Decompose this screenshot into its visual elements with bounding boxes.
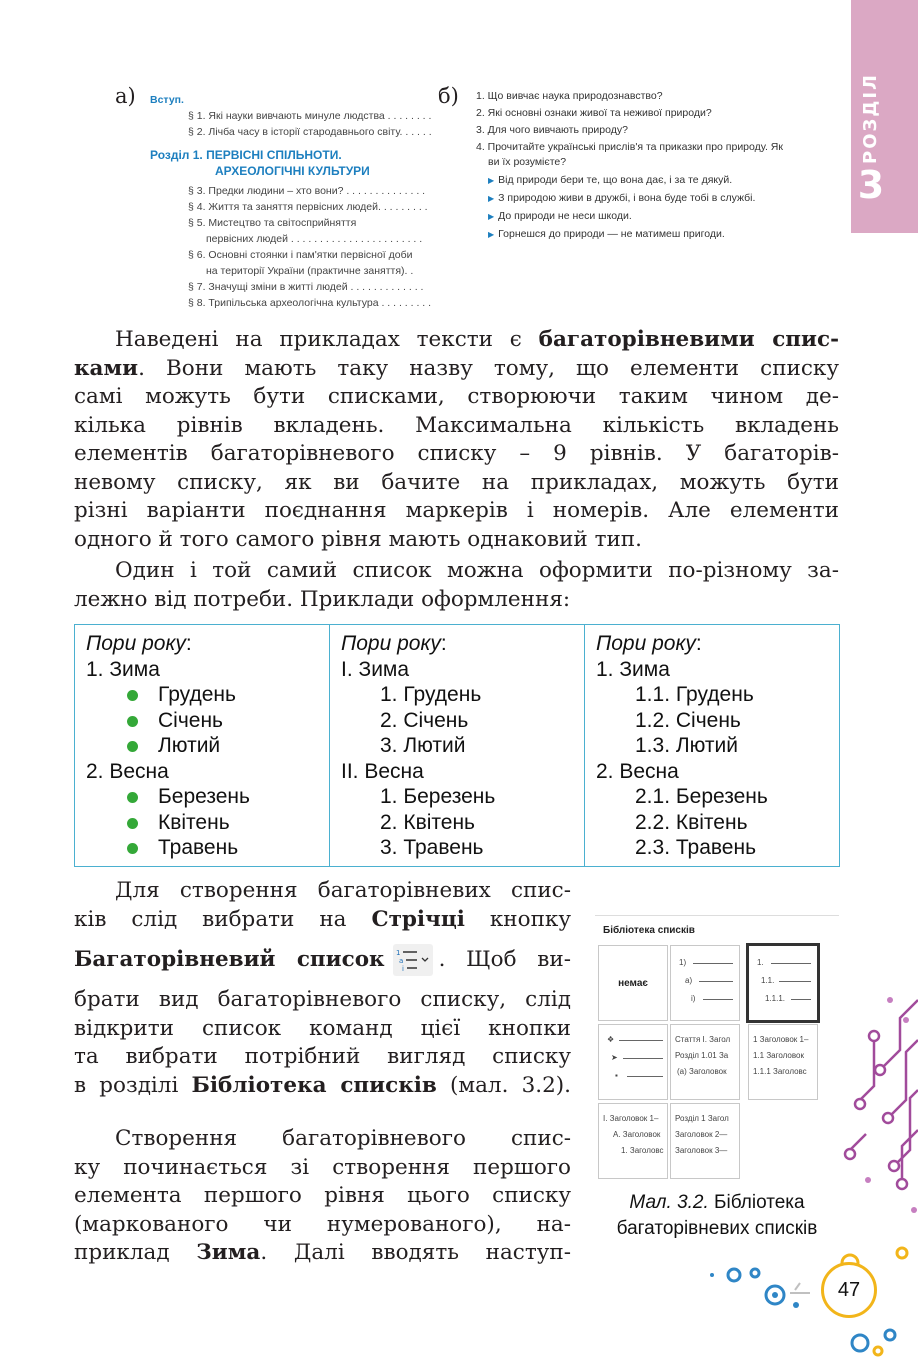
text-line: брати вид багаторівневого списку, слід <box>74 987 571 1012</box>
level2-item: Травень <box>158 836 239 859</box>
level2-item: 1.1. Грудень <box>635 683 754 706</box>
line-rule <box>771 963 811 964</box>
green-bullet-icon <box>127 818 138 829</box>
proverb-text: З природою живи в дружбі, і вона буде тобі в службі. <box>498 192 756 204</box>
level1-item: I. Зима <box>341 658 410 681</box>
paragraph-formatting-examples <box>74 557 839 614</box>
bold-term: Зима <box>196 1240 261 1265</box>
list-style-line: 1.1. <box>761 976 775 985</box>
list-style-line: 1. <box>757 958 764 967</box>
list-style-line: 1.1 Заголовок <box>753 1051 804 1060</box>
level1-item: 2. Весна <box>596 760 679 783</box>
divider <box>595 915 839 916</box>
list-style-line: I. Заголовок 1– <box>603 1114 659 1123</box>
column-title <box>86 632 192 656</box>
triangle-bullet-icon: ▶ <box>488 230 495 239</box>
multilevel-list-icon <box>393 944 433 976</box>
list-style-line: Заголовок 3— <box>675 1146 728 1155</box>
text-line: невому списку, як ви бачите на прикладах, можуть бути <box>74 469 839 495</box>
column-title-colon: : <box>695 632 702 655</box>
list-style-line: a) <box>685 976 693 985</box>
gears-decoration-icon <box>700 1235 918 1360</box>
table-column-decimal <box>584 625 839 866</box>
question-line: ви їх розумієте? <box>488 156 567 168</box>
svg-text:a: a <box>398 957 403 965</box>
level2-item: 1.2. Січень <box>635 709 741 732</box>
list-style-line: A. Заголовок <box>613 1130 661 1139</box>
column-title-text: Пори року <box>341 632 441 655</box>
square-bullet-icon: ▪ <box>615 1071 618 1080</box>
example-b-letter: б) <box>438 84 459 108</box>
paragraph-creating-list <box>74 1125 571 1268</box>
diamond-bullet-icon: ❖ <box>607 1035 615 1044</box>
bold-term: Бібліотека списків <box>191 1072 437 1098</box>
list-library-title: Бібліотека списків <box>603 925 695 936</box>
chapter-tab-label: РОЗДІЛ <box>859 72 881 164</box>
level2-item: Лютий <box>158 734 221 757</box>
text-run: . Щоб ви- <box>438 947 571 972</box>
level2-item: 3. Травень <box>380 836 484 859</box>
column-title-text: Пори року <box>86 632 186 655</box>
question-line: 4. Прочитайте українські прислів'я та приказки про природу. Як <box>476 141 783 153</box>
text-line: Для створення багаторівневих спис- <box>115 878 571 903</box>
list-style-line: Стаття I. Загол <box>675 1035 731 1044</box>
list-style-line: 1 Заголовок 1– <box>753 1035 809 1044</box>
chapter-number: 3 <box>857 163 885 207</box>
level1-item: 1. Зима <box>86 658 160 681</box>
text-line: відкрити список команд цієї кнопки <box>74 1015 571 1041</box>
toc-line: § 5. Мистецтво та світосприйняття <box>188 217 357 229</box>
level2-item: 2. Квітень <box>380 811 476 834</box>
list-style-line: Розділ 1.01 За <box>675 1051 729 1060</box>
level2-item: Квітень <box>158 811 230 834</box>
triangle-bullet-icon: ▶ <box>488 194 495 203</box>
question-line: 1. Що вивчає наука природознавство? <box>476 90 663 102</box>
text-line <box>74 355 839 384</box>
line-rule <box>703 999 733 1000</box>
text-run: . Вони мають таку назву тому, що елементи списку <box>138 355 839 381</box>
column-title-text: Пори року <box>596 632 696 655</box>
text-line: елемента першого рівня цього списку <box>74 1183 571 1208</box>
column-title <box>596 632 702 656</box>
list-style-none[interactable] <box>598 945 668 1021</box>
text-line: різні варіанти поєднання маркерів і номерів. Але елементи <box>74 498 839 523</box>
column-title-colon: : <box>440 632 447 655</box>
proverb-item <box>488 210 632 222</box>
triangle-bullet-icon: ▶ <box>488 212 495 221</box>
level2-item: Березень <box>158 785 250 808</box>
level2-item: 3. Лютий <box>380 734 466 757</box>
question-line: 2. Які основні ознаки живої та неживої природи? <box>476 107 712 119</box>
green-bullet-icon <box>127 792 138 803</box>
line-rule <box>619 1040 663 1041</box>
level2-item: 1. Березень <box>380 785 496 808</box>
toc-line: Розділ 1. ПЕРВІСНІ СПІЛЬНОТИ. <box>150 148 342 162</box>
line-rule <box>791 999 811 1000</box>
caption-label: Мал. 3.2. <box>629 1192 709 1213</box>
list-style-heading-decimal[interactable] <box>748 1024 818 1100</box>
level1-item: II. Весна <box>341 760 424 783</box>
list-style-line: 1) <box>679 958 687 967</box>
list-style-bullets[interactable] <box>598 1024 668 1100</box>
level1-item: 2. Весна <box>86 760 169 783</box>
line-rule <box>623 1058 663 1059</box>
text-line: (маркованого чи нумерованого), на- <box>74 1211 571 1237</box>
text-line: та вибрати потрібний вигляд списку <box>74 1044 571 1069</box>
bold-term: ками <box>74 355 139 381</box>
bold-term: Стрічці <box>371 906 465 932</box>
level2-item: 1.3. Лютий <box>635 734 739 757</box>
list-style-heading-roman[interactable] <box>598 1103 668 1179</box>
level2-item: 2.3. Травень <box>635 836 757 859</box>
table-column-roman <box>329 625 584 866</box>
toc-line: § 1. Які науки вивчають минуле людства . . . . . . . . <box>188 110 432 122</box>
list-library-figure <box>595 915 839 1177</box>
text-line <box>74 326 839 355</box>
list-style-line: 1. Заголовс <box>621 1146 664 1155</box>
column-title-colon: : <box>185 632 192 655</box>
green-bullet-icon <box>127 690 138 701</box>
list-style-chapter[interactable] <box>670 1103 740 1179</box>
toc-line: АРХЕОЛОГІЧНІ КУЛЬТУРИ <box>215 164 370 178</box>
toc-line: Вступ. <box>150 94 184 106</box>
level2-item: 2. Січень <box>380 709 469 732</box>
text-run: Наведені на прикладах тексти є <box>115 327 539 352</box>
text-line: Один і той самий список можна оформити по-різному за- <box>115 558 839 583</box>
proverb-item <box>488 228 725 240</box>
list-style-line: Заголовок 2— <box>675 1130 728 1139</box>
toc-line: § 4. Життя та заняття первісних людей. . . . . . . . . <box>188 201 428 213</box>
toc-line: § 8. Трипільська археологічна культура . . . . . . . . . <box>188 297 432 309</box>
text-run: (мал. 3.2). <box>436 1072 571 1098</box>
list-style-article[interactable] <box>670 1024 740 1100</box>
toc-line: § 2. Лічба часу в історії стародавнього світу. . . . . . <box>188 126 432 138</box>
text-line: одного й того самого рівня мають однаковий тип. <box>74 526 642 552</box>
toc-line: § 7. Значущі зміни в житті людей . . . . . . . . . . . . . <box>188 281 424 293</box>
list-style-line: (a) Заголовок <box>677 1067 727 1076</box>
list-examples-table <box>74 624 840 867</box>
paragraph-multilevel-button <box>74 877 571 1100</box>
green-bullet-icon <box>127 843 138 854</box>
chapter-tab <box>851 0 918 233</box>
text-run: ків слід вибрати на <box>74 906 372 932</box>
level2-item: 1. Грудень <box>380 683 482 706</box>
list-style-line: 1.1.1. <box>765 994 786 1003</box>
question-line: 3. Для чого вивчають природу? <box>476 124 628 136</box>
list-style-decimal[interactable] <box>746 943 820 1023</box>
line-rule <box>779 981 811 982</box>
text-line: кілька рівнів вкладень. Максимальна кількість вкладень <box>74 412 839 438</box>
toc-line: § 3. Предки людини – хто вони? . . . . . . . . . . . . . . <box>188 185 426 197</box>
text-run: в розділі <box>74 1072 192 1098</box>
green-bullet-icon <box>127 741 138 752</box>
level2-item: 2.1. Березень <box>635 785 768 808</box>
list-style-line: Розділ 1 Загол <box>675 1114 729 1123</box>
text-line <box>74 906 571 935</box>
proverb-text: Від природи бери те, що вона дає, і за те дякуй. <box>498 174 733 186</box>
bold-term: багаторівневими спис- <box>538 327 839 352</box>
text-line <box>74 1239 571 1268</box>
caption-text: багаторівневих списків <box>616 1218 818 1239</box>
chapter-tab-label-wrap <box>855 72 885 164</box>
toc-line: § 6. Основні стоянки і пам'ятки первісної доби <box>188 249 413 261</box>
text-line: Створення багаторівневого спис- <box>115 1126 571 1151</box>
svg-text:i: i <box>401 965 404 973</box>
text-line: лежно від потреби. Приклади оформлення: <box>74 586 571 612</box>
svg-text:1: 1 <box>395 949 401 957</box>
text-line: елементів багаторівневого списку – 9 рівнів. У багаторів- <box>74 441 839 466</box>
triangle-bullet-icon: ▶ <box>488 176 495 185</box>
bold-term: Багаторівневий список <box>74 947 385 972</box>
paragraph-multilevel-lists <box>74 326 839 554</box>
line-rule <box>627 1076 663 1077</box>
text-line <box>74 1072 571 1101</box>
text-run: приклад <box>74 1240 197 1265</box>
list-style-line: 1.1.1 Заголовс <box>753 1067 807 1076</box>
text-line: ку починається зі створення першого <box>74 1154 571 1180</box>
level1-item: 1. Зима <box>596 658 670 681</box>
proverb-text: Горнешся до природи — не матимеш пригоди. <box>498 228 725 240</box>
table-column-bullets <box>75 625 329 866</box>
level2-item: 2.2. Квітень <box>635 811 748 834</box>
text-run: кнопку <box>464 906 571 932</box>
toc-line: первісних людей . . . . . . . . . . . . . . . . . . . . . . . <box>206 233 423 245</box>
toc-line: на території України (практичне заняття). . <box>206 265 414 277</box>
level2-item: Грудень <box>158 683 236 706</box>
text-run: . Далі вводять наступ- <box>260 1240 571 1265</box>
page-number: 47 <box>821 1262 877 1318</box>
proverb-item <box>488 174 732 186</box>
level2-item: Січень <box>158 709 223 732</box>
line-rule <box>693 963 733 964</box>
circuit-decoration-icon <box>840 980 918 1240</box>
proverb-item <box>488 192 755 204</box>
text-line: самі можуть бути списками, створюючи таким чином де- <box>74 384 839 409</box>
text-line <box>74 934 571 986</box>
arrow-bullet-icon: ➤ <box>611 1053 618 1062</box>
list-style-none-label: немає <box>618 977 648 989</box>
list-style-line: i) <box>691 994 696 1003</box>
green-bullet-icon <box>127 716 138 727</box>
column-title <box>341 632 447 656</box>
line-rule <box>699 981 733 982</box>
caption-text: Бібліотека <box>708 1192 805 1213</box>
example-a-letter: а) <box>115 84 136 108</box>
proverb-text: До природи не неси шкоди. <box>498 210 632 222</box>
list-style-paren[interactable] <box>670 945 740 1021</box>
